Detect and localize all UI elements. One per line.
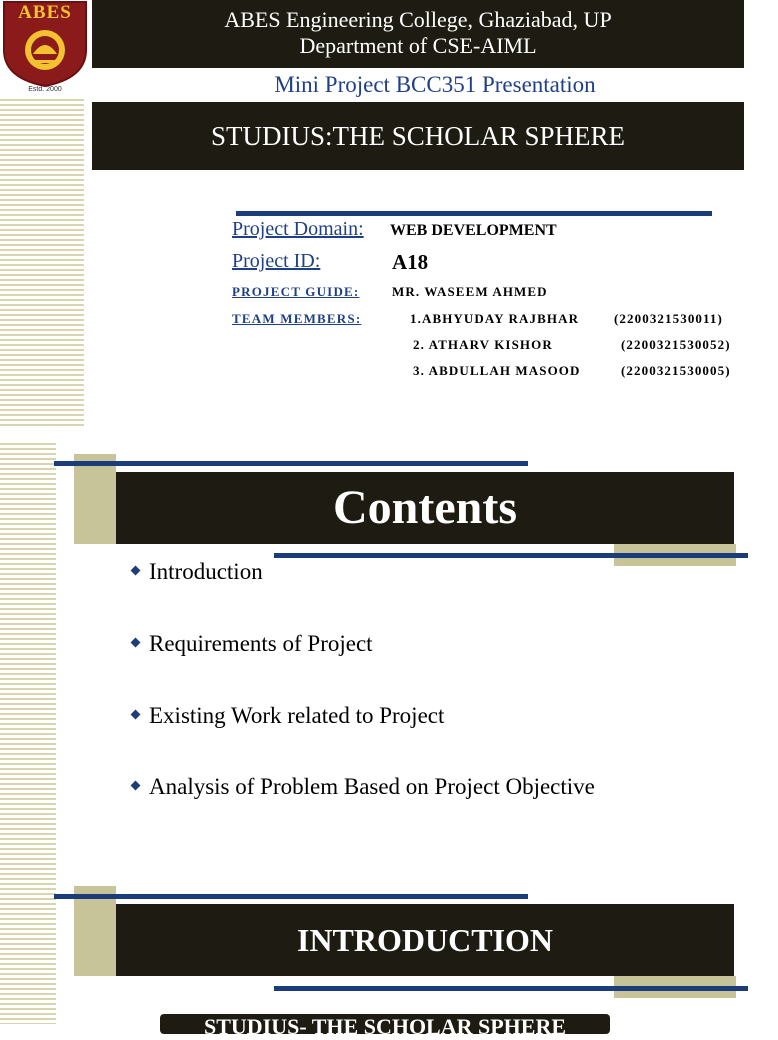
college-logo xyxy=(0,0,90,96)
project-domain-value: WEB DEVELOPMENT xyxy=(390,222,557,239)
left-stripe-decoration-bottom xyxy=(0,440,56,1024)
contents-top-line xyxy=(54,461,528,466)
project-domain-label: Project Domain: xyxy=(232,218,364,240)
contents-item xyxy=(132,559,263,585)
department-name: Department of CSE-AIML xyxy=(299,33,537,58)
project-id-label: Project ID: xyxy=(232,250,321,272)
studius-title-box xyxy=(160,1014,610,1039)
bullet-diamond-icon xyxy=(131,710,141,720)
header-bar xyxy=(92,0,744,68)
member-id: (2200321530011) xyxy=(614,311,723,326)
member-name: 2. ATHARV KISHOR xyxy=(413,337,553,352)
intro-title: INTRODUCTION xyxy=(296,922,554,958)
bullet-diamond-icon xyxy=(131,638,141,648)
contents-title-bar xyxy=(116,472,734,544)
project-id-value: A18 xyxy=(392,250,429,274)
intro-title-bar xyxy=(116,904,734,976)
contents-accent-left xyxy=(74,454,116,544)
member-name: 3. ABDULLAH MASOOD xyxy=(413,363,581,378)
intro-top-line xyxy=(54,894,528,899)
contents-title: Contents xyxy=(332,481,517,534)
team-member-3 xyxy=(413,363,753,379)
info-divider-line xyxy=(236,211,712,216)
team-members-label: TEAM MEMBERS: xyxy=(232,311,362,326)
contents-item xyxy=(132,774,595,800)
project-title-bar xyxy=(92,102,744,170)
contents-item-text: Analysis of Problem Based on Project Objective xyxy=(149,774,595,799)
contents-item xyxy=(132,703,444,729)
contents-item-text: Existing Work related to Project xyxy=(149,703,445,728)
project-guide-label: PROJECT GUIDE: xyxy=(232,284,360,299)
contents-item-text: Introduction xyxy=(149,559,263,584)
member-name: 1.ABHYUDAY RAJBHAR xyxy=(410,311,580,326)
bullet-diamond-icon xyxy=(131,781,141,791)
member-id: (2200321530052) xyxy=(621,337,731,352)
project-guide-value: MR. WASEEM AHMED xyxy=(392,284,548,299)
contents-bottom-line xyxy=(274,553,748,558)
contents-item-text: Requirements of Project xyxy=(149,631,373,656)
project-title: STUDIUS:THE SCHOLAR SPHERE xyxy=(210,121,626,151)
bullet-diamond-icon xyxy=(131,566,141,576)
studius-title-box-text: STUDIUS- THE SCHOLAR SPHERE xyxy=(203,1014,567,1039)
team-member-1 xyxy=(410,311,750,327)
college-name: ABES Engineering College, Ghaziabad, UP xyxy=(224,7,612,32)
logo-estd: Estd. 2000 xyxy=(28,86,62,93)
intro-bottom-line xyxy=(274,986,748,991)
team-member-2 xyxy=(413,337,753,353)
presentation-subtitle: Mini Project BCC351 Presentation xyxy=(274,72,596,97)
contents-item xyxy=(132,631,373,657)
member-id: (2200321530005) xyxy=(621,363,731,378)
intro-accent-left xyxy=(74,886,116,976)
logo-text: ABES xyxy=(18,2,72,23)
left-stripe-decoration-top xyxy=(0,96,84,428)
